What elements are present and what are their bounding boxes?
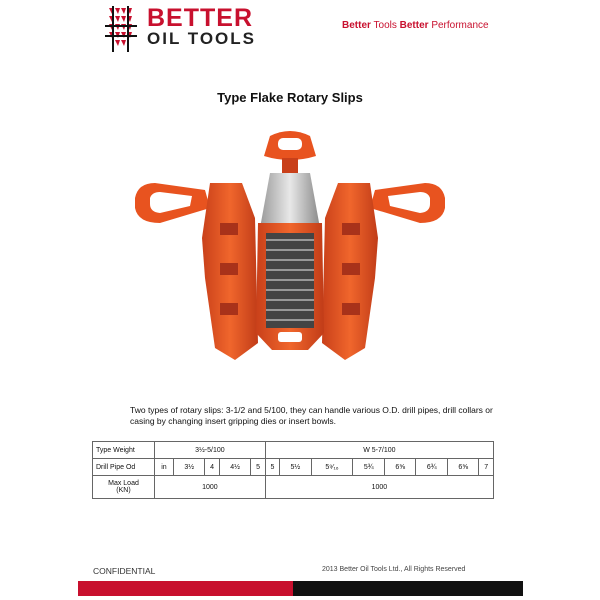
specification-table <box>92 441 494 499</box>
max-load-group-2: 1000 <box>265 476 493 499</box>
max-load-group-1: 1000 <box>155 476 266 499</box>
tagline-tools: Tools <box>370 20 400 31</box>
product-description: Two types of rotary slips: 3-1/2 and 5/100, they can handle various O.D. drill pipes, drill collars or casing by changing insert gripping dies or insert bowls. <box>130 405 493 426</box>
table-row-drill-pipe-od <box>93 459 494 476</box>
size-cell: 7 <box>479 459 494 476</box>
size-cell: 5 <box>265 459 279 476</box>
type-weight-group-1: 3½-5/100 <box>155 442 266 459</box>
max-load-unit: (KN) <box>116 487 131 494</box>
size-cell: 5 <box>251 459 265 476</box>
company-logo-icon <box>103 6 143 52</box>
row-label-type-weight: Type Weight <box>93 442 155 459</box>
page-title: Type Flake Rotary Slips <box>217 90 363 105</box>
tagline-performance: Performance <box>428 20 489 31</box>
size-cell: 5⁹⁄₁₆ <box>311 459 353 476</box>
max-load-label: Max Load <box>108 480 139 487</box>
size-cell: 5¾ <box>353 459 385 476</box>
table-row-type-weight <box>93 442 494 459</box>
row-label-drill-pipe-od: Drill Pipe Od <box>93 459 155 476</box>
size-cell: 3½ <box>173 459 205 476</box>
type-weight-group-2: W 5-7/100 <box>265 442 493 459</box>
footer-bar-red <box>78 581 293 596</box>
size-cell: 6¾ <box>416 459 448 476</box>
unit-cell: in <box>155 459 174 476</box>
size-cell: 5½ <box>280 459 312 476</box>
brand-name-line1: BETTER <box>147 4 253 32</box>
brand-name-line2: OIL TOOLS <box>147 29 256 48</box>
size-cell: 6⅝ <box>447 459 479 476</box>
tagline-better-2: Better <box>399 20 429 31</box>
tagline-better-1: Better <box>342 20 371 31</box>
size-cell: 4½ <box>219 459 251 476</box>
row-label-max-load <box>93 476 155 499</box>
copyright-text: 2013 Better Oil Tools Ltd., All Rights Reserved <box>322 566 466 573</box>
tagline <box>342 20 489 31</box>
rotary-slips-image <box>130 128 450 378</box>
footer-bar-black <box>293 581 523 596</box>
confidential-label: CONFIDENTIAL <box>93 566 156 576</box>
size-cell: 6⅝ <box>384 459 416 476</box>
table-row-max-load <box>93 476 494 499</box>
size-cell: 4 <box>205 459 219 476</box>
